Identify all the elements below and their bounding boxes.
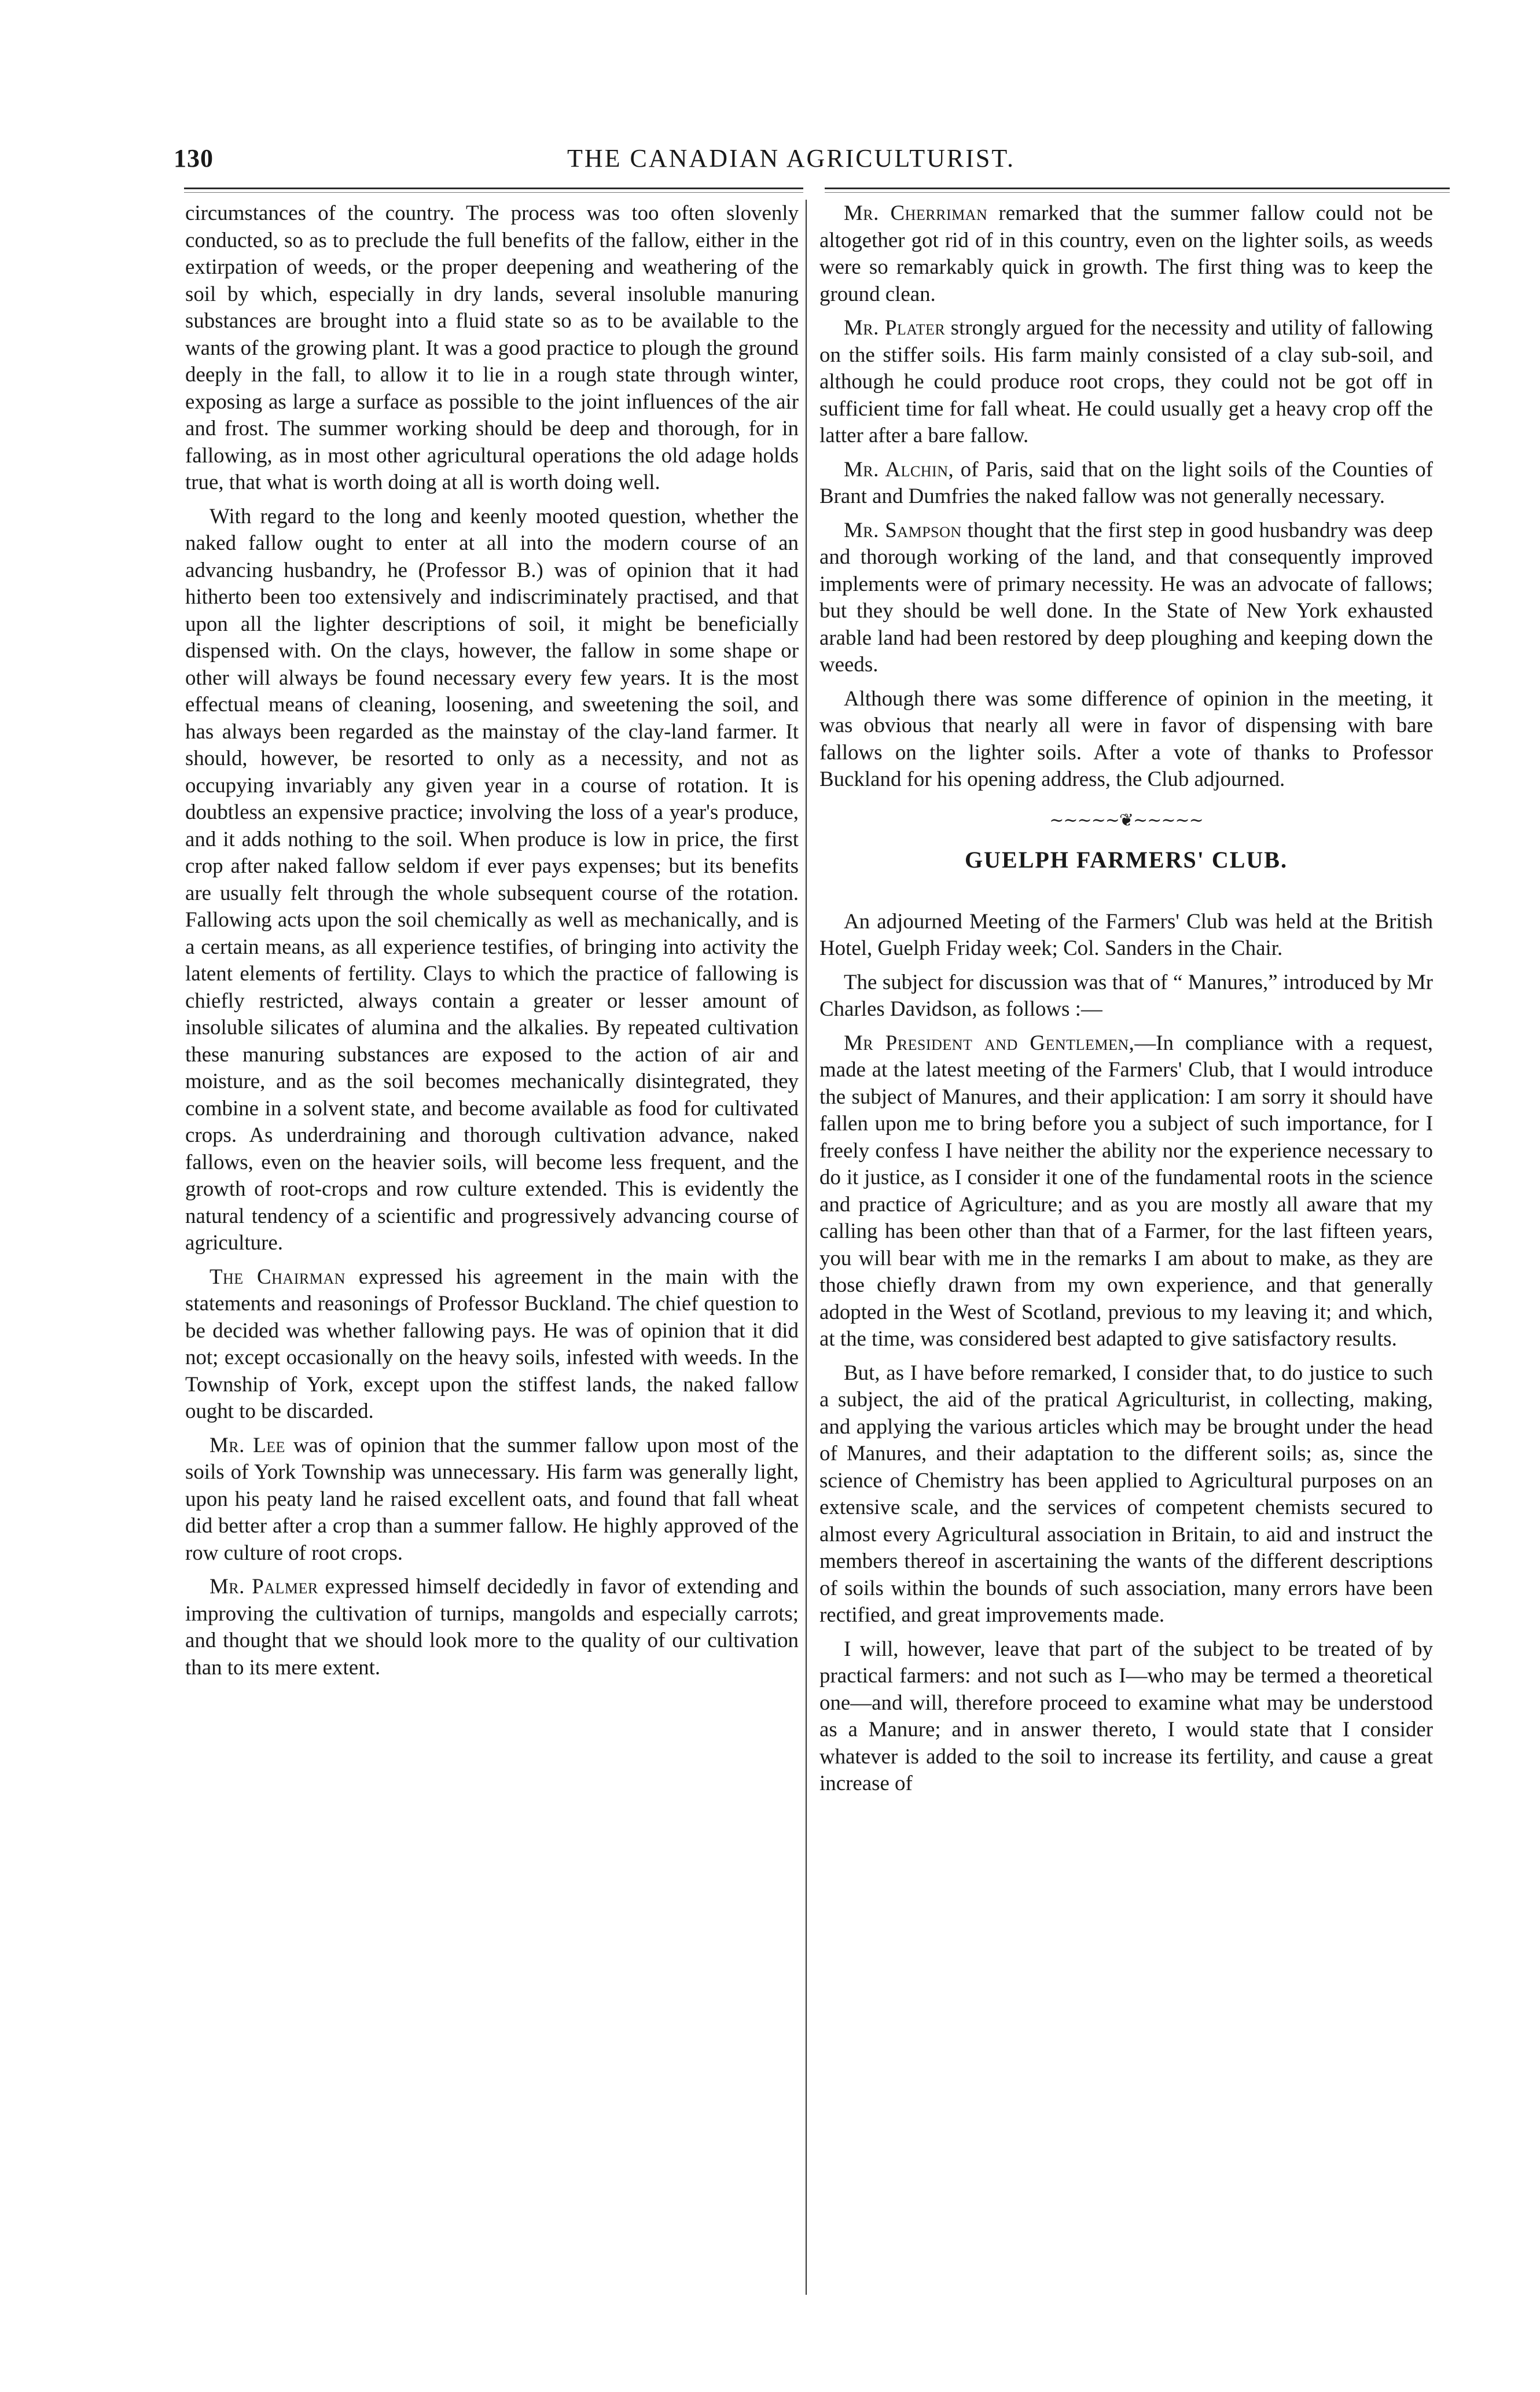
paragraph-text: , of Paris, said that on the light soils of the Counties of Brant and Dumfries the naked fallow was not generally necessary.: [819, 457, 1433, 508]
speaker-name: Mr. Cherriman: [844, 201, 988, 225]
speaker-name: Mr. Lee: [210, 1432, 285, 1457]
paragraph: With regard to the long and keenly mooted question, whether the naked fallow ought to enter at all into the modern course of an advancing husbandry, he (Professor B.) was of opinion that it had hitherto been too extensively and indiscriminately practised, and that upon all the lighter descriptions of soil, it might be beneficially dispensed with. On the clays, however, the fallow in some shape or other will always be found necessary every few years. It is the most effectual means of cleaning, loosening, and sweetening the soil, and has always been regarded as the mainstay of the clay-land farmer. It should, however, be resorted to only as a necessity, and not as occupying invariably any given year in a course of rotation. It is doubtless an expensive practice; involving the loss of a year's produce, and it adds nothing to the soil. When produce is low in price, the first crop after naked fallow seldom if ever pays expenses; but its benefits are usually felt through the whole subsequent course of the rotation. Fallowing acts upon the soil chemically as well as mechanically, and is a certain means, as all experience testifies, of bringing into activity the latent elements of fertility. Clays to which the practice of fallowing is chiefly restricted, always contain a greater or lesser amount of insoluble silicates of alumina and the alkalies. By repeated cultivation these manuring substances are exposed to the action of air and moisture, and as the soil becomes mechanically disintegrated, they combine in a solvent state, and become available as food for cultivated crops. As underdraining and thorough cultivation advance, naked fallows, even on the heavier soils, will become less frequent, and the growth of root-crops and row culture extended. This is evidently the natural tendency of a scientific and progressively advancing course of agriculture.: [185, 504, 799, 1254]
speaker-name: Mr. Alchin: [844, 457, 949, 481]
paragraph-text: thought that the first step in good husbandry was deep and thorough working of the land, and that consequently improved implements were of primary necessity. He was an advocate of fallows; but they should be well done. In the State of New York exhausted arable land had been restored by deep ploughing and keeping down the weeds.: [819, 517, 1433, 676]
page-number: 130: [174, 144, 214, 172]
left-column: [185, 200, 799, 1681]
paragraph: An adjourned Meeting of the Farmers' Club was held at the British Hotel, Guelph Friday week; Col. Sanders in the Chair.: [819, 909, 1433, 960]
header-rule-right: [825, 188, 1450, 189]
paragraph: [819, 1030, 1433, 1353]
right-column: [819, 200, 1433, 1797]
speaker-name: Mr. Plater: [844, 315, 946, 339]
paragraph-text: strongly argued for the necessity and utility of fallowing on the stiffer soils. His farm mainly consisted of a clay sub-soil, and although he could produce root crops, they could not be got off in sufficient time for fall wheat. He could usually get a heavy crop off the latter after a bare fallow.: [819, 315, 1433, 447]
paragraph: [185, 1573, 799, 1681]
running-title: THE CANADIAN AGRICULTURIST.: [567, 144, 1015, 172]
paragraph: Although there was some difference of opinion in the meeting, it was obvious that nearly all were in favor of dispensing with bare fallows on the lighter soils. After a vote of thanks to Professor Buckland for his opening address, the Club adjourned.: [819, 686, 1433, 791]
paragraph: [819, 314, 1433, 449]
header-rule-left-thin: [184, 192, 803, 193]
header-rule-left: [184, 188, 803, 189]
speaker-name: Mr. Sampson: [844, 517, 962, 542]
paragraph-text: was of opinion that the summer fallow upon most of the soils of York Township was unnecessary. His farm was generally light, upon his peaty land he raised excellent oats, and found that fall wheat did better after a crop than a summer fallow. He highly approved of the row culture of root crops.: [185, 1432, 799, 1564]
speaker-name: Mr. Palmer: [210, 1574, 318, 1598]
paragraph: [185, 1263, 799, 1425]
paragraph-text: expressed himself decidedly in favor of extending and improving the cultivation of turnips, mangolds and especially carrots; and thought that we should look more to the quality of our cultivation than to its mere extent.: [185, 1574, 799, 1679]
paragraph-text: expressed his agreement in the main with the statements and reasonings of Professor Buckland. The chief question to be decided was whether fallowing pays. He was of opinion that it did not; except occasionally on the heavy soils, infested with weeds. In the Township of York, except upon the stiffest lands, the naked fallow ought to be discarded.: [185, 1264, 799, 1423]
paragraph: [185, 1432, 799, 1567]
speaker-name: The Chairman: [210, 1264, 346, 1288]
paragraph: The subject for discussion was that of “ Manures,” introduced by Mr Charles Davidson, as follows :—: [819, 969, 1433, 1020]
paragraph: But, as I have before remarked, I consider that, to do justice to such a subject, the aid of the pratical Agriculturist, in collecting, making, and applying the various articles which may be brought under the head of Manures, and their adaptation to the different soils; as, since the science of Chemistry has been applied to Agricultural purposes on an extensive scale, and the services of competent chemists secured to almost every Agricultural association in Britain, to aid and instruct the members thereof in ascertaining the wants of the different descriptions of soils within the bounds of such association, many errors have been rectified, and great improvements made.: [819, 1360, 1433, 1626]
paragraph: I will, however, leave that part of the subject to be treated of by practical farmers: and not such as I—who may be termed a theoretical one—and will, therefore proceed to examine what may be understood as a Manure; and in answer thereto, I would state that I consider whatever is added to the soil to increase its fertility, and cause a great increase of: [819, 1636, 1433, 1795]
column-divider: [806, 200, 807, 2295]
paragraph: [819, 517, 1433, 678]
ornament-divider: ∼∼∼∼∼❦∼∼∼∼∼: [1049, 810, 1203, 831]
paragraph: [819, 200, 1433, 307]
running-header: [174, 144, 1450, 181]
header-rule-right-thin: [825, 192, 1450, 193]
section-title: GUELPH FARMERS' CLUB.: [965, 846, 1288, 873]
paragraph-text: —In compliance with a request, made at the latest meeting of the Farmers' Club, that I would introduce the subject of Manures, and their application: I am sorry it should have fallen upon me to bring before you a subject of such importance, for I freely confess I have neither the ability nor the experience necessary to do it justice, as I consider it one of the fundamental roots in the science and practice of Agriculture; and as you are mostly all aware that my calling has been other than that of a Farmer, for the last fifteen years, you will bear with me in the remarks I am about to make, as they are those chiefly drawn from my own experience, and that generally adopted in the West of Scotland, previous to my leaving it; and which, at the time, was considered best adapted to give satisfactory results.: [819, 1030, 1433, 1350]
paragraph: [819, 456, 1433, 510]
speaker-name: Mr President and Gentlemen,: [844, 1030, 1135, 1054]
paragraph-text: remarked that the summer fallow could not be altogether got rid of in this country, even on the lighter soils, as weeds were so remarkably quick in growth. The first thing was to keep the ground clean.: [819, 201, 1433, 306]
paragraph: circumstances of the country. The process was too often slovenly conducted, so as to preclude the full benefits of the fallow, either in the extirpation of weeds, or the proper deepening and weathering of the soil by which, especially in dry lands, several insoluble manuring substances are brought into a fluid state so as to be available to the wants of the growing plant. It was a good practice to plough the ground deeply in the fall, to allow it to lie in a rough state through winter, exposing as large a surface as possible to the joint influences of the air and frost. The summer working should be deep and thorough, for in fallowing, as in most other agricultural operations the old adage holds true, that what is worth doing at all is worth doing well.: [185, 201, 799, 494]
